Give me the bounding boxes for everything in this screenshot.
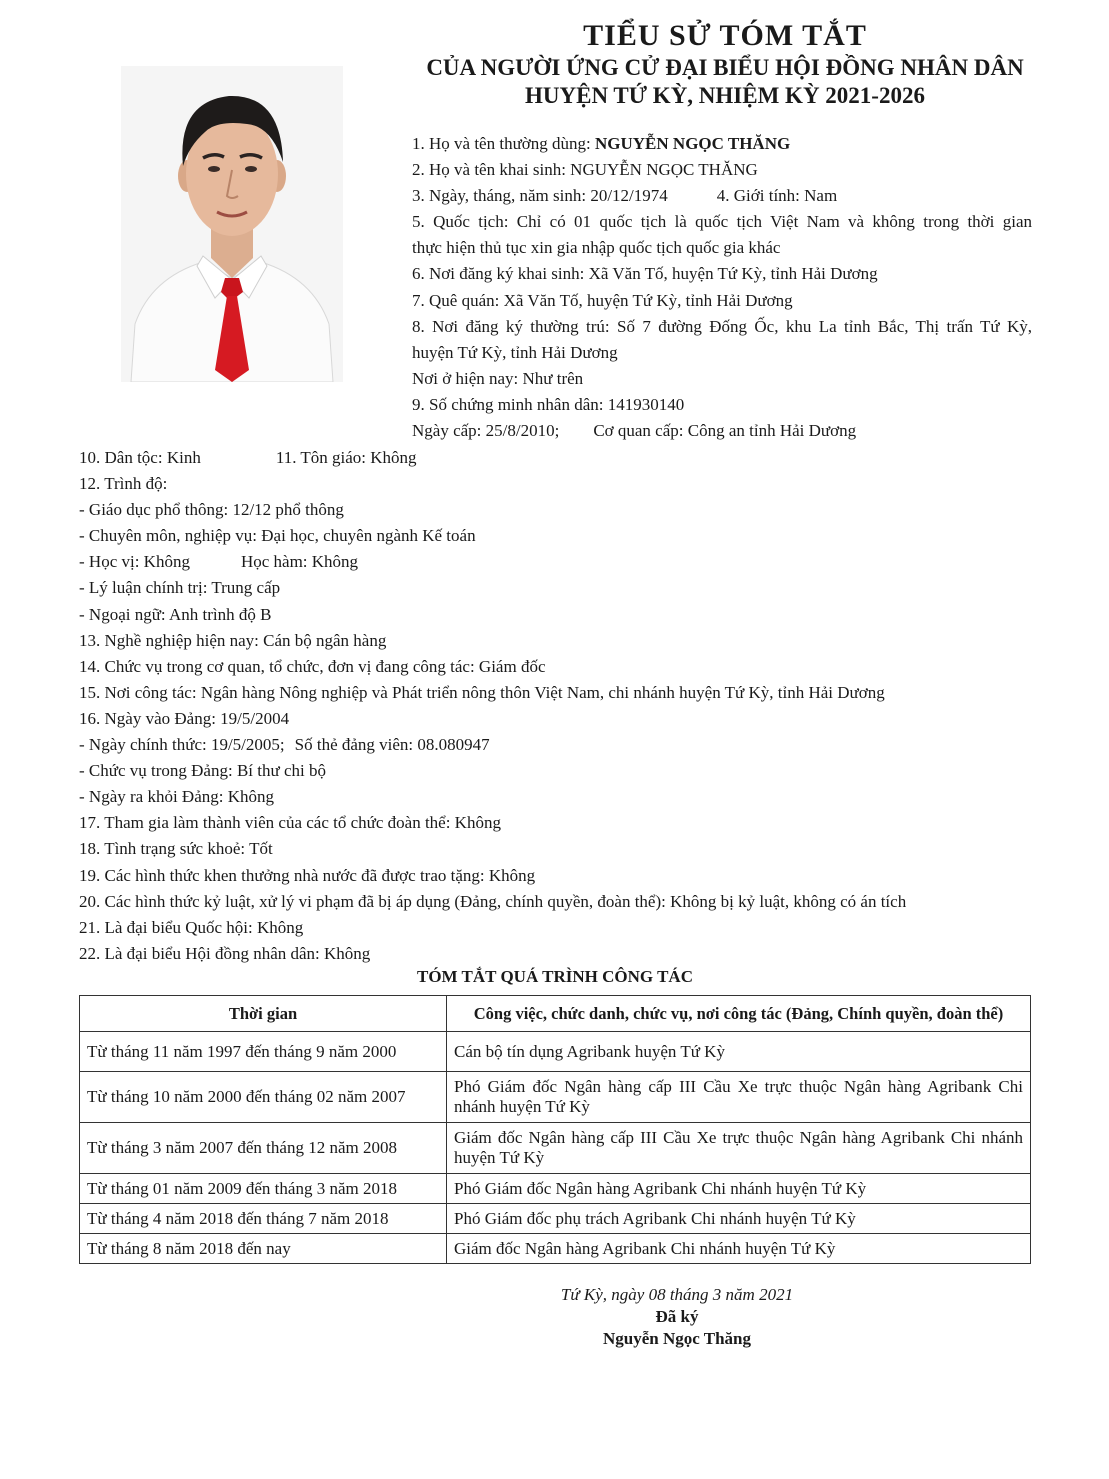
signer-name: Nguyễn Ngọc Thăng (603, 1329, 751, 1348)
row-job: Phó Giám đốc Ngân hàng Agribank Chi nhánh huyện Tứ Kỳ (447, 1174, 1031, 1204)
health-line: 18. Tình trạng sức khoẻ: Tốt (79, 839, 273, 859)
place-date: Tứ Kỳ, ngày 08 tháng 3 năm 2021 (560, 1285, 794, 1304)
hometown-line: 7. Quê quán: Xã Văn Tố, huyện Tứ Kỳ, tỉnh Hải Dương (412, 290, 793, 310)
table-row (80, 1174, 1031, 1204)
signature-block (522, 1284, 832, 1350)
current-address-line: Nơi ở hiện nay: Như trên (412, 368, 584, 388)
document-subtitle-term: HUYỆN TỨ KỲ, NHIỆM KỲ 2021-2026 (525, 83, 925, 108)
degree-field: - Học vị: Không (79, 552, 190, 572)
document-title: TIỂU SỬ TÓM TẮT (583, 19, 867, 52)
residence-line-cont: huyện Tứ Kỳ, tỉnh Hải Dương (412, 342, 618, 362)
row-time: Từ tháng 3 năm 2007 đến tháng 12 năm 2008 (80, 1123, 447, 1174)
organizations-line: 17. Tham gia làm thành viên của các tổ chức đoàn thể: Không (79, 813, 501, 833)
column-header-job: Công việc, chức danh, chức vụ, nơi công tác (Đảng, Chính quyền, đoàn thể) (447, 996, 1031, 1032)
na-delegate-line: 21. Là đại biểu Quốc hội: Không (79, 917, 304, 937)
residence-line: 8. Nơi đăng ký thường trú: Số 7 đường Đống Ốc, khu La tỉnh Bắc, Thị trấn Tứ Kỳ, (412, 316, 1032, 336)
birth-name-line: 2. Họ và tên khai sinh: NGUYỄN NGỌC THĂNG (412, 160, 758, 180)
nationality-line: 5. Quốc tịch: Chỉ có 01 quốc tịch là quốc tịch Việt Nam và không trong thời gian (412, 212, 1032, 232)
id-number-line: 9. Số chứng minh nhân dân: 141930140 (412, 394, 685, 414)
row-time: Từ tháng 11 năm 1997 đến tháng 9 năm 2000 (80, 1032, 447, 1072)
birth-place-line: 6. Nơi đăng ký khai sinh: Xã Văn Tố, huyện Tứ Kỳ, tỉnh Hải Dương (412, 264, 878, 284)
ethnicity-religion-line (79, 445, 1039, 471)
table-row (80, 1234, 1031, 1264)
row-time: Từ tháng 01 năm 2009 đến tháng 3 năm 2018 (80, 1174, 447, 1204)
dob-field: 3. Ngày, tháng, năm sinh: 20/12/1974 (412, 186, 668, 206)
row-time: Từ tháng 10 năm 2000 đến tháng 02 năm 2007 (80, 1072, 447, 1123)
religion-field: 11. Tôn giáo: Không (275, 448, 417, 467)
id-authority-field: Cơ quan cấp: Công an tỉnh Hải Dương (593, 421, 857, 441)
full-name-line (412, 131, 1032, 157)
full-name-label: 1. Họ và tên thường dùng: (412, 134, 595, 153)
full-name-value: NGUYỄN NGỌC THĂNG (595, 134, 791, 153)
row-job: Giám đốc Ngân hàng Agribank Chi nhánh huyện Tứ Kỳ (447, 1234, 1031, 1264)
party-official-line (79, 732, 1039, 758)
education-heading: 12. Trình độ: (79, 474, 168, 494)
table-row (80, 1123, 1031, 1174)
row-job: Giám đốc Ngân hàng cấp III Cầu Xe trực thuộc Ngân hàng Agribank Chi nhánh huyện Tứ Kỳ (447, 1123, 1031, 1174)
signed-note: Đã ký (655, 1307, 699, 1326)
party-join-line: 16. Ngày vào Đảng: 19/5/2004 (79, 708, 290, 728)
personal-info-bottom (79, 445, 1039, 967)
table-header-row (80, 996, 1031, 1032)
work-history-table (79, 995, 1031, 1264)
position-line: 14. Chức vụ trong cơ quan, tổ chức, đơn vị đang công tác: Giám đốc (79, 656, 546, 676)
row-time: Từ tháng 4 năm 2018 đến tháng 7 năm 2018 (80, 1204, 447, 1234)
occupation-line: 13. Nghề nghiệp hiện nay: Cán bộ ngân hàng (79, 630, 387, 650)
document-header (395, 18, 1055, 110)
table-row (80, 1072, 1031, 1123)
specialty-line: - Chuyên môn, nghiệp vụ: Đại học, chuyên ngành Kế toán (79, 526, 476, 546)
party-official-field: - Ngày chính thức: 19/5/2005; (79, 735, 285, 755)
row-job: Phó Giám đốc Ngân hàng cấp III Cầu Xe trực thuộc Ngân hàng Agribank Chi nhánh huyện Tứ Kỳ (447, 1072, 1031, 1123)
id-date-field: Ngày cấp: 25/8/2010; (412, 421, 560, 441)
id-issue-line (412, 418, 1032, 444)
dob-gender-line (412, 183, 1032, 209)
gender-field: 4. Giới tính: Nam (716, 186, 838, 206)
academic-title-field: Học hàm: Không (240, 552, 359, 572)
discipline-line: 20. Các hình thức kỷ luật, xử lý vi phạm đã bị áp dụng (Đảng, chính quyền, đoàn thể): Không bị kỷ luật, không có án tích (79, 891, 907, 911)
personal-info-top (412, 131, 1032, 444)
language-line: - Ngoại ngữ: Anh trình độ B (79, 604, 272, 624)
portrait-photo (121, 66, 343, 382)
council-delegate-line: 22. Là đại biểu Hội đồng nhân dân: Không (79, 943, 371, 963)
awards-line: 19. Các hình thức khen thưởng nhà nước đã được trao tặng: Không (79, 865, 536, 885)
work-history-title: TÓM TẮT QUÁ TRÌNH CÔNG TÁC (417, 967, 693, 986)
row-time: Từ tháng 8 năm 2018 đến nay (80, 1234, 447, 1264)
degree-line (79, 549, 1039, 575)
column-header-time: Thời gian (80, 996, 447, 1032)
table-row (80, 1032, 1031, 1072)
party-position-line: - Chức vụ trong Đảng: Bí thư chi bộ (79, 761, 326, 781)
row-job: Cán bộ tín dụng Agribank huyện Tứ Kỳ (447, 1032, 1031, 1072)
document-subtitle: CỦA NGƯỜI ỨNG CỬ ĐẠI BIỂU HỘI ĐỒNG NHÂN DÂN (426, 55, 1024, 80)
workplace-line: 15. Nơi công tác: Ngân hàng Nông nghiệp và Phát triển nông thôn Việt Nam, chi nhánh huyện Tứ Kỳ, tỉnh Hải Dương (79, 682, 885, 702)
politics-line: - Lý luận chính trị: Trung cấp (79, 578, 281, 598)
table-row (80, 1204, 1031, 1234)
general-education-line: - Giáo dục phổ thông: 12/12 phổ thông (79, 500, 344, 520)
ethnicity-field: 10. Dân tộc: Kinh (79, 448, 201, 467)
party-leave-line: - Ngày ra khỏi Đảng: Không (79, 787, 274, 807)
party-card-field: Số thẻ đảng viên: 08.080947 (294, 735, 490, 755)
row-job: Phó Giám đốc phụ trách Agribank Chi nhánh huyện Tứ Kỳ (447, 1204, 1031, 1234)
portrait-photo-icon (121, 66, 343, 382)
nationality-line-cont: thực hiện thủ tục xin gia nhập quốc tịch quốc gia khác (412, 238, 781, 258)
